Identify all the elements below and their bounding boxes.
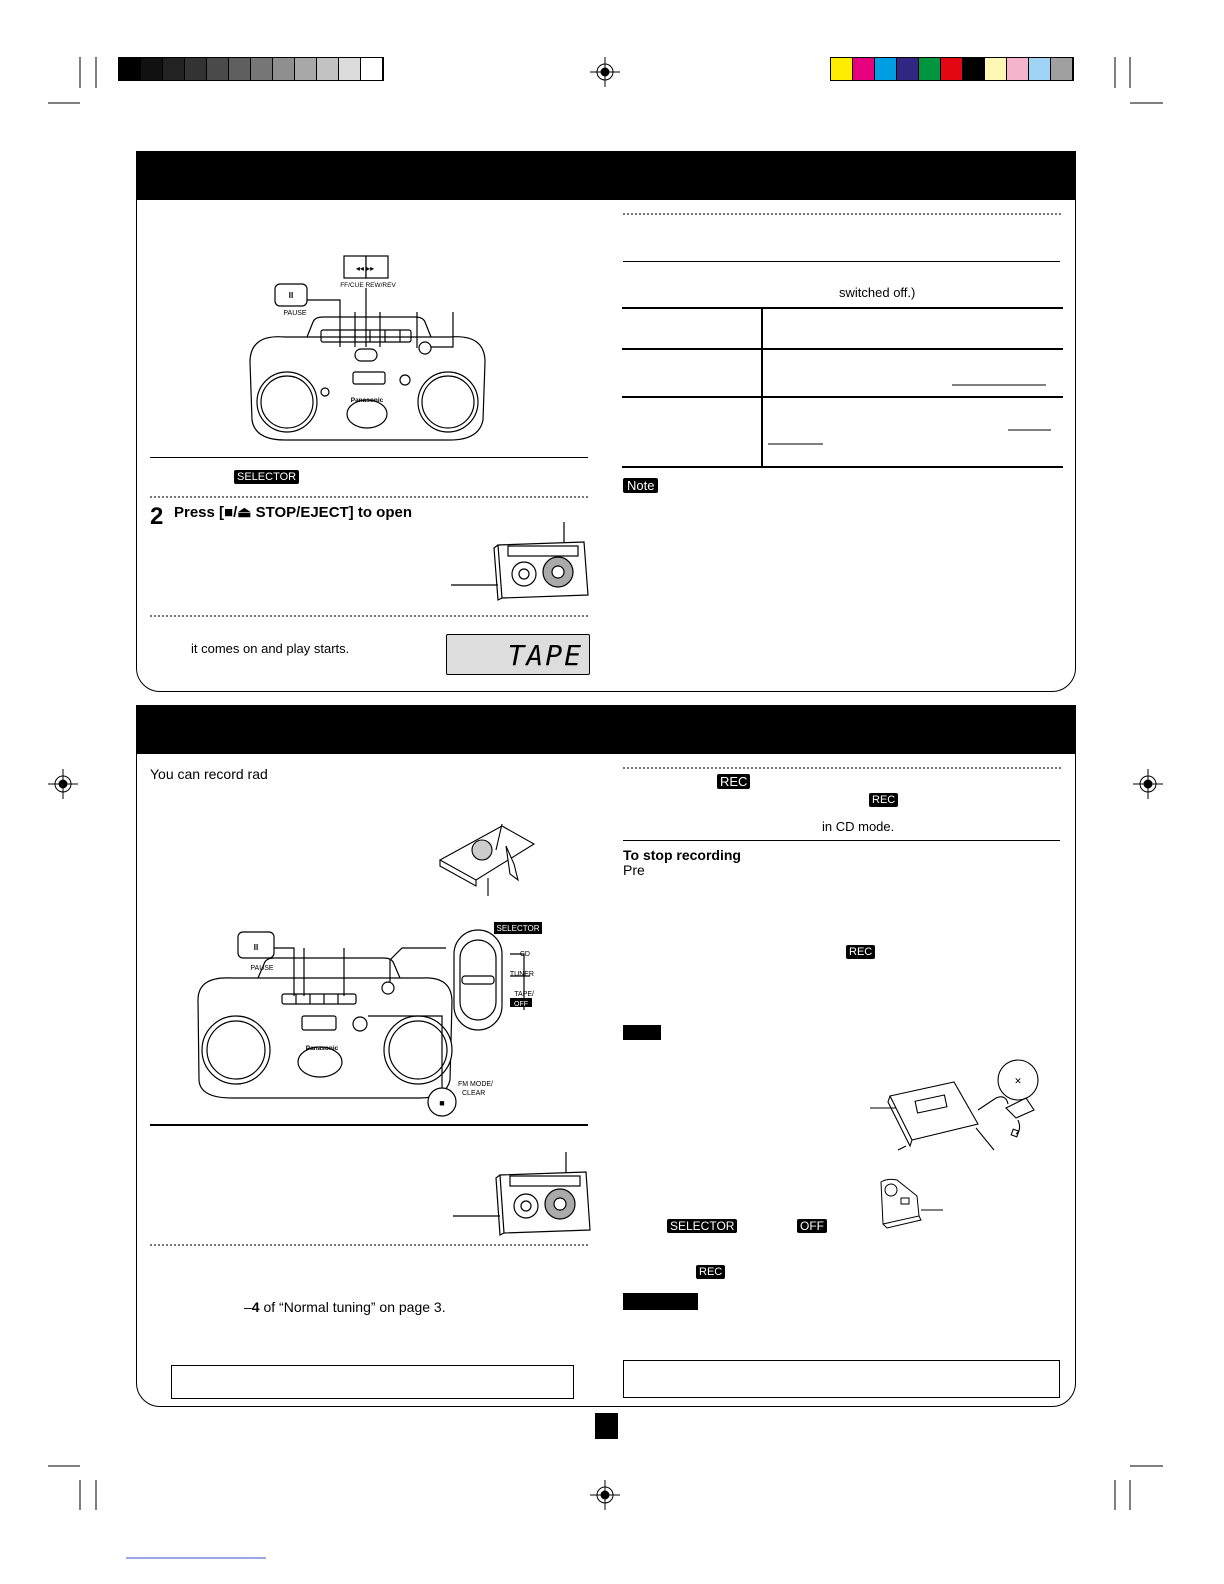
bottom-right-box — [623, 1360, 1060, 1398]
svg-text:OFF: OFF — [514, 1001, 528, 1008]
note-label: Note — [623, 478, 658, 493]
divider — [623, 840, 1060, 841]
divider — [623, 261, 1060, 262]
cassette-illustration-top — [448, 520, 593, 605]
svg-text:PAUSE: PAUSE — [250, 965, 274, 972]
svg-text:TAPE/: TAPE/ — [514, 991, 534, 998]
bottom-left-box — [171, 1365, 574, 1399]
svg-text:✕: ✕ — [1014, 1076, 1022, 1086]
intro-text: You can record rad — [150, 766, 268, 782]
rec-tag-3: REC — [846, 943, 875, 959]
dotted-divider — [623, 213, 1061, 215]
page-number-block — [595, 1413, 618, 1439]
svg-text:SELECTOR: SELECTOR — [496, 924, 540, 933]
stop-recording-heading: To stop recording — [623, 847, 741, 863]
svg-text:PAUSE: PAUSE — [283, 310, 307, 317]
erase-prevention-illustration — [866, 1058, 1051, 1153]
selector-tag: SELECTOR — [234, 470, 299, 484]
svg-text:TUNER: TUNER — [509, 971, 534, 978]
tuning-reference: –4 of “Normal tuning” on page 3. — [244, 1299, 446, 1315]
svg-text:CD: CD — [519, 951, 530, 958]
boombox-illustration-top — [245, 252, 490, 450]
section-header-bar — [137, 152, 1075, 200]
switched-off-text: switched off.) — [839, 285, 916, 300]
step1-selector-line — [234, 468, 299, 484]
step2-instruction: Press [■/⏏ STOP/EJECT] to open — [174, 504, 413, 521]
boombox-illustration-bottom — [190, 920, 550, 1120]
svg-text:■: ■ — [439, 1098, 445, 1108]
svg-text:Panasonic: Panasonic — [305, 1045, 339, 1052]
section-header-bar — [137, 706, 1075, 754]
registration-mark-right — [1133, 769, 1163, 799]
dotted-divider — [150, 1244, 588, 1246]
divider — [150, 1124, 588, 1126]
registration-mark-left — [48, 769, 78, 799]
registration-mark-top — [590, 57, 620, 87]
dotted-divider — [150, 615, 588, 617]
dotted-divider — [150, 496, 588, 498]
stop-recording-text: Pre — [623, 862, 645, 878]
svg-text:Panasonic: Panasonic — [350, 397, 384, 404]
rec-tag-4: REC — [696, 1263, 725, 1279]
play-starts-text: it comes on and play starts. — [191, 641, 350, 656]
cd-mode-text: in CD mode. — [822, 819, 895, 834]
black-label-block — [623, 1025, 661, 1040]
cassette-tab-illustration — [432, 818, 547, 903]
rec-tag-2: REC — [869, 791, 898, 807]
black-label-block — [623, 1293, 698, 1310]
svg-text:◂◂ ▸▸: ◂◂ ▸▸ — [355, 264, 375, 273]
lcd-display-text: TAPE — [507, 639, 583, 672]
svg-text:FF/CUE REW/REV: FF/CUE REW/REV — [340, 282, 396, 289]
selector-tag-bottom: SELECTOR — [667, 1218, 737, 1233]
cassette-corner-illustration — [877, 1176, 947, 1231]
step2-number: 2 — [150, 503, 164, 530]
lcd-display — [446, 634, 590, 675]
cassette-illustration-bottom — [450, 1150, 595, 1240]
rec-tag-1: REC — [717, 774, 750, 789]
divider — [150, 457, 588, 458]
off-tag: OFF — [797, 1218, 827, 1233]
svg-text:II: II — [288, 291, 294, 300]
dotted-divider — [623, 767, 1061, 769]
function-table — [620, 305, 1066, 471]
svg-text:FM MODE/: FM MODE/ — [458, 1081, 493, 1088]
registration-mark-bottom — [590, 1480, 620, 1510]
svg-text:II: II — [253, 943, 259, 952]
svg-text:CLEAR: CLEAR — [462, 1090, 486, 1097]
